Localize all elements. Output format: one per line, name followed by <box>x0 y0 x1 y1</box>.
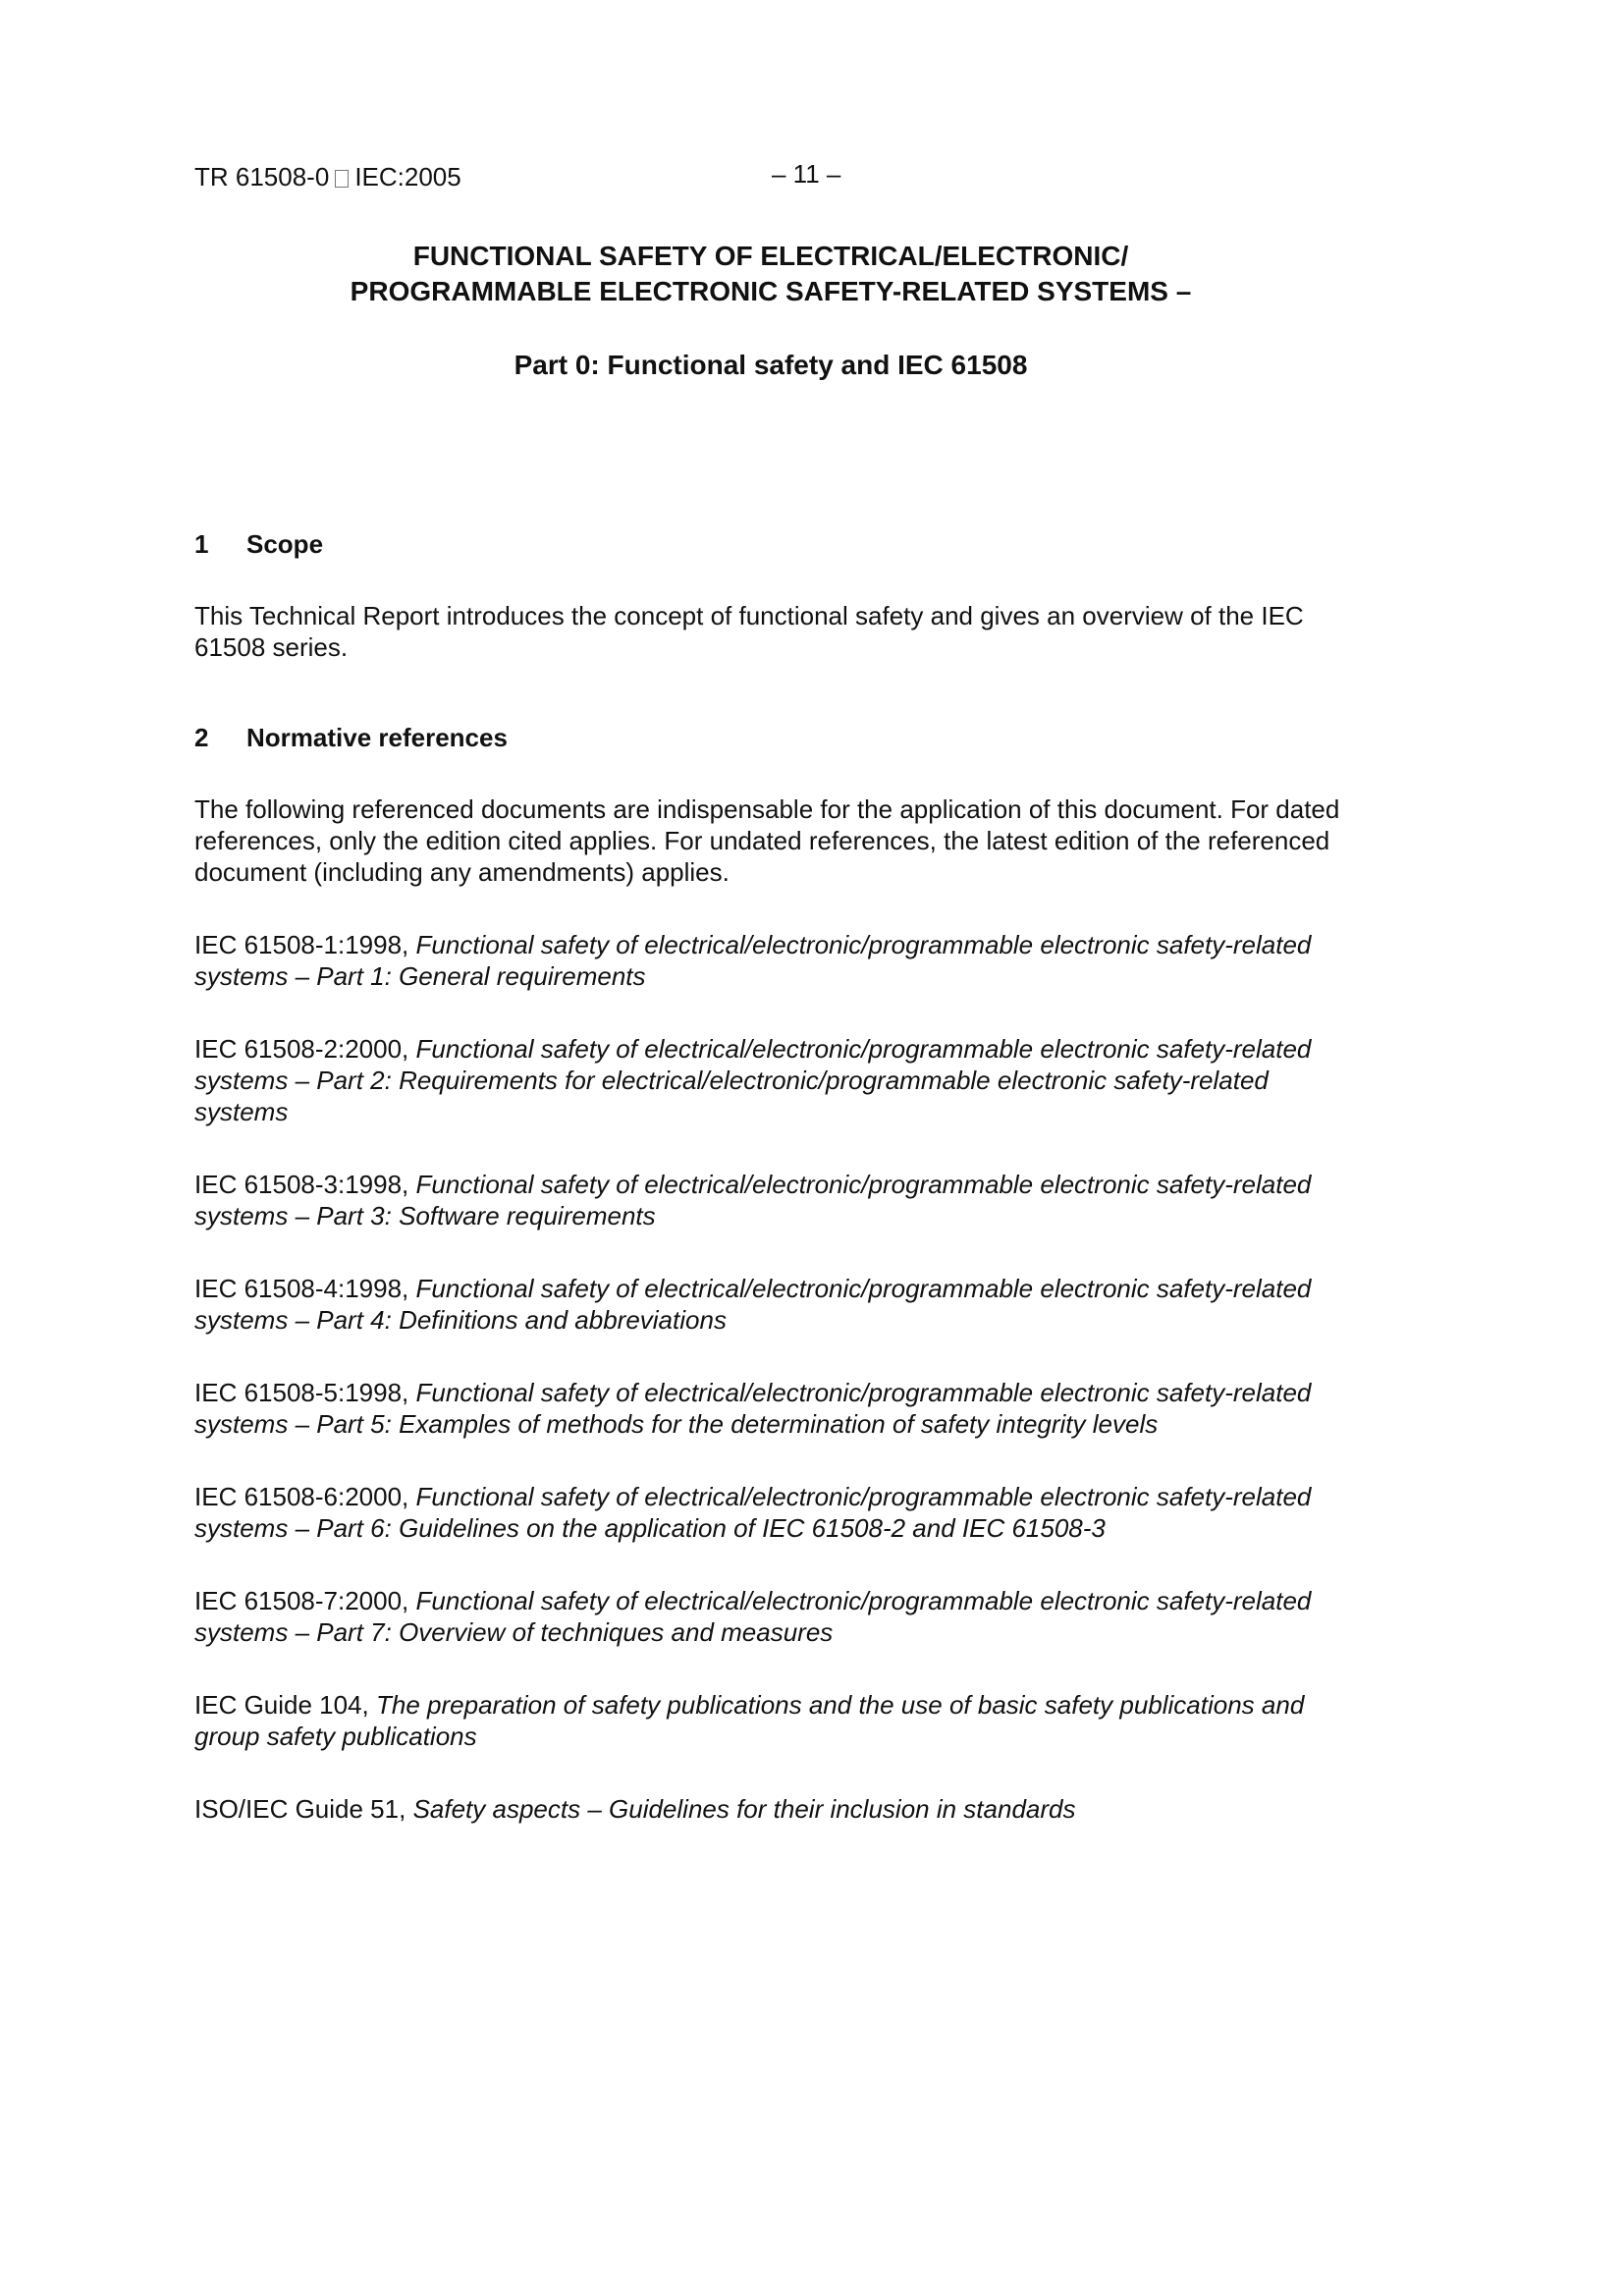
reference-title: Functional safety of electrical/electronic/programmable electronic safety-related systems – Part 4: Definitions and abbreviations <box>194 1274 1312 1335</box>
reference-title: Functional safety of electrical/electronic/programmable electronic safety-related systems – Part 3: Software requirements <box>194 1170 1312 1230</box>
reference-title: Functional safety of electrical/electronic/programmable electronic safety-related systems – Part 7: Overview of techniques and measures <box>194 1586 1312 1647</box>
reference-item <box>194 1377 1353 1440</box>
normative-references-paragraph: The following referenced documents are indispensable for the application of this document. For dated references, only the edition cited applies. For undated references, the latest edition of the referenced document (including any amendments) applies. <box>194 794 1340 887</box>
reference-id: IEC 61508-4:1998, <box>194 1274 409 1303</box>
reference-item <box>194 1481 1353 1544</box>
designation-prefix: TR 61508-0 <box>194 162 330 191</box>
reference-id: IEC 61508-6:2000, <box>194 1482 409 1511</box>
scope-paragraph: This Technical Report introduces the concept of functional safety and gives an overview of the IEC 61508 series. <box>194 601 1304 662</box>
reference-item <box>194 1793 1353 1825</box>
designation-suffix: IEC:2005 <box>354 162 461 191</box>
reference-id: IEC 61508-3:1998, <box>194 1170 409 1199</box>
reference-item <box>194 1033 1353 1127</box>
document-title <box>196 239 1345 309</box>
copyright-placeholder-icon <box>335 170 349 188</box>
document-designation <box>194 160 461 193</box>
reference-id: IEC Guide 104, <box>194 1690 369 1720</box>
reference-id: IEC 61508-2:2000, <box>194 1034 409 1064</box>
section-heading-scope <box>194 527 323 561</box>
reference-title: Safety aspects – Guidelines for their inclusion in standards <box>412 1794 1076 1824</box>
reference-id: ISO/IEC Guide 51, <box>194 1794 406 1824</box>
reference-id: IEC 61508-7:2000, <box>194 1586 409 1615</box>
reference-item <box>194 1585 1353 1648</box>
section-number: 2 <box>194 723 209 752</box>
reference-title: Functional safety of electrical/electronic/programmable electronic safety-related systems – Part 6: Guidelines on the application of IEC 61508-2 and IEC 61508-3 <box>194 1482 1312 1543</box>
section-heading-normative-references <box>194 721 508 754</box>
section-title: Scope <box>246 529 324 559</box>
reference-item <box>194 929 1353 992</box>
reference-title: Functional safety of electrical/electronic/programmable electronic safety-related systems – Part 1: General requirements <box>194 930 1312 991</box>
title-line-2: PROGRAMMABLE ELECTRONIC SAFETY-RELATED SYSTEMS – <box>350 276 1192 306</box>
reference-id: IEC 61508-5:1998, <box>194 1378 409 1407</box>
reference-title: Functional safety of electrical/electronic/programmable electronic safety-related systems – Part 2: Requirements for electrical/electronic/programmable electronic safety-related systems <box>194 1034 1312 1126</box>
reference-item <box>194 1169 1353 1231</box>
section-title: Normative references <box>246 723 508 752</box>
page-number: – 11 – <box>772 159 841 189</box>
reference-title: The preparation of safety publications and the use of basic safety publications and group safety publications <box>194 1690 1305 1751</box>
reference-item <box>194 1273 1353 1336</box>
reference-title: Functional safety of electrical/electronic/programmable electronic safety-related systems – Part 5: Examples of methods for the determination of safety integrity levels <box>194 1378 1312 1439</box>
document-subtitle: Part 0: Functional safety and IEC 61508 <box>514 350 1028 380</box>
section-number: 1 <box>194 529 209 559</box>
reference-item <box>194 1689 1353 1752</box>
title-line-1: FUNCTIONAL SAFETY OF ELECTRICAL/ELECTRONIC/ <box>412 241 1129 271</box>
reference-id: IEC 61508-1:1998, <box>194 930 409 959</box>
